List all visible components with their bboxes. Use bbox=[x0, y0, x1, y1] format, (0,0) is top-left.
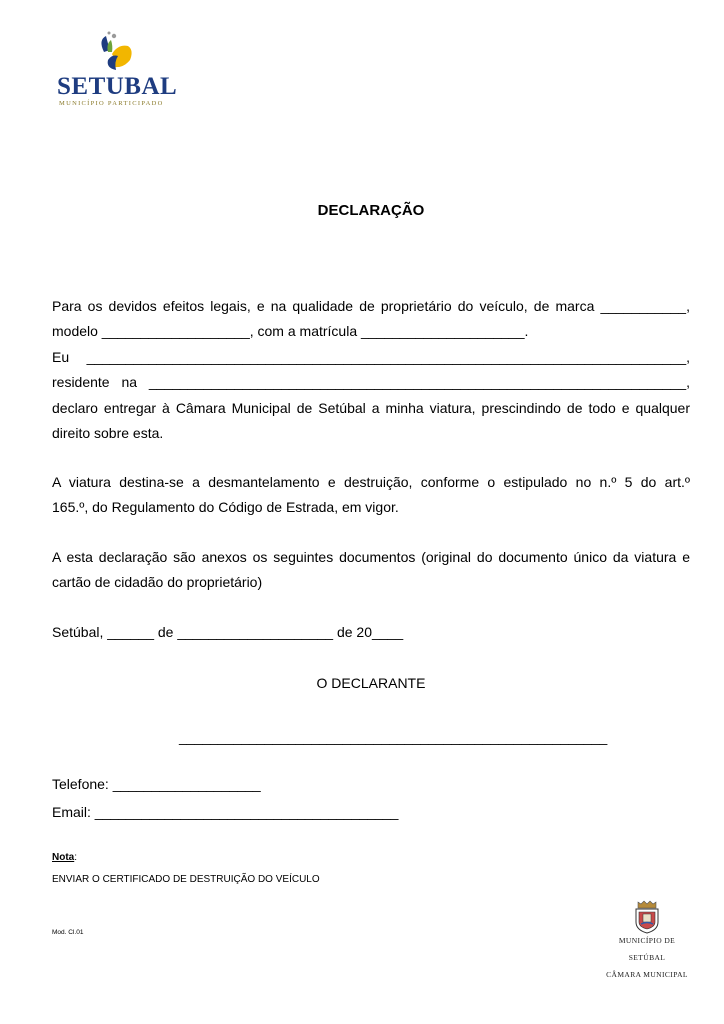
logo-wordmark: SETUBAL bbox=[57, 73, 178, 100]
body-line-regulation: 165.º, do Regulamento do Código de Estrada, em vigor. bbox=[52, 499, 399, 515]
page-title: DECLARAÇÃO bbox=[317, 202, 425, 219]
form-code: Mod. Cl.01 bbox=[52, 929, 84, 936]
seal-line-1: MUNICÍPIO DE bbox=[618, 936, 676, 945]
body-line-declaration: declaro entregar à Câmara Municipal de Setúbal a minha viatura, prescindindo de todo e qualquer bbox=[52, 400, 690, 416]
logo-tagline: MUNICÍPIO PARTICIPADO bbox=[59, 100, 164, 107]
body-line-name: Eu _____________________________________________________________________________, bbox=[52, 349, 690, 365]
note-label: Nota: bbox=[52, 852, 78, 863]
body-line-model: modelo ___________________, com a matrícula _____________________. bbox=[52, 323, 529, 339]
signature-line: _______________________________________________________ bbox=[179, 729, 608, 745]
municipal-seal-icon bbox=[632, 898, 662, 934]
body-line-annexes-cont: cartão de cidadão do proprietário) bbox=[52, 574, 263, 590]
seal-line-2: SETÚBAL bbox=[628, 953, 666, 962]
body-line-address: residente na _____________________________________________________________________, bbox=[52, 374, 690, 390]
email-field: Email: _______________________________________ bbox=[52, 804, 399, 820]
body-line-brand: Para os devidos efeitos legais, e na qualidade de proprietário do veículo, de marca ___________, bbox=[52, 298, 690, 314]
date-line: Setúbal, ______ de ____________________ de 20____ bbox=[52, 624, 404, 640]
signature-label: O DECLARANTE bbox=[316, 675, 426, 691]
logo-splash-icon bbox=[96, 30, 140, 74]
body-line-rights: direito sobre esta. bbox=[52, 425, 164, 441]
body-line-purpose: A viatura destina-se a desmantelamento e destruição, conforme o estipulado no n.º 5 do art.º bbox=[52, 474, 690, 490]
seal-line-3: CÂMARA MUNICIPAL bbox=[606, 970, 688, 979]
setubal-logo bbox=[56, 30, 178, 112]
body-line-annexes: A esta declaração são anexos os seguintes documentos (original do documento único da viatura e bbox=[52, 549, 690, 565]
phone-field: Telefone: ___________________ bbox=[52, 776, 261, 792]
note-label-text: Nota bbox=[52, 852, 75, 863]
note-text: ENVIAR O CERTIFICADO DE DESTRUIÇÃO DO VEÍCULO bbox=[52, 874, 320, 885]
